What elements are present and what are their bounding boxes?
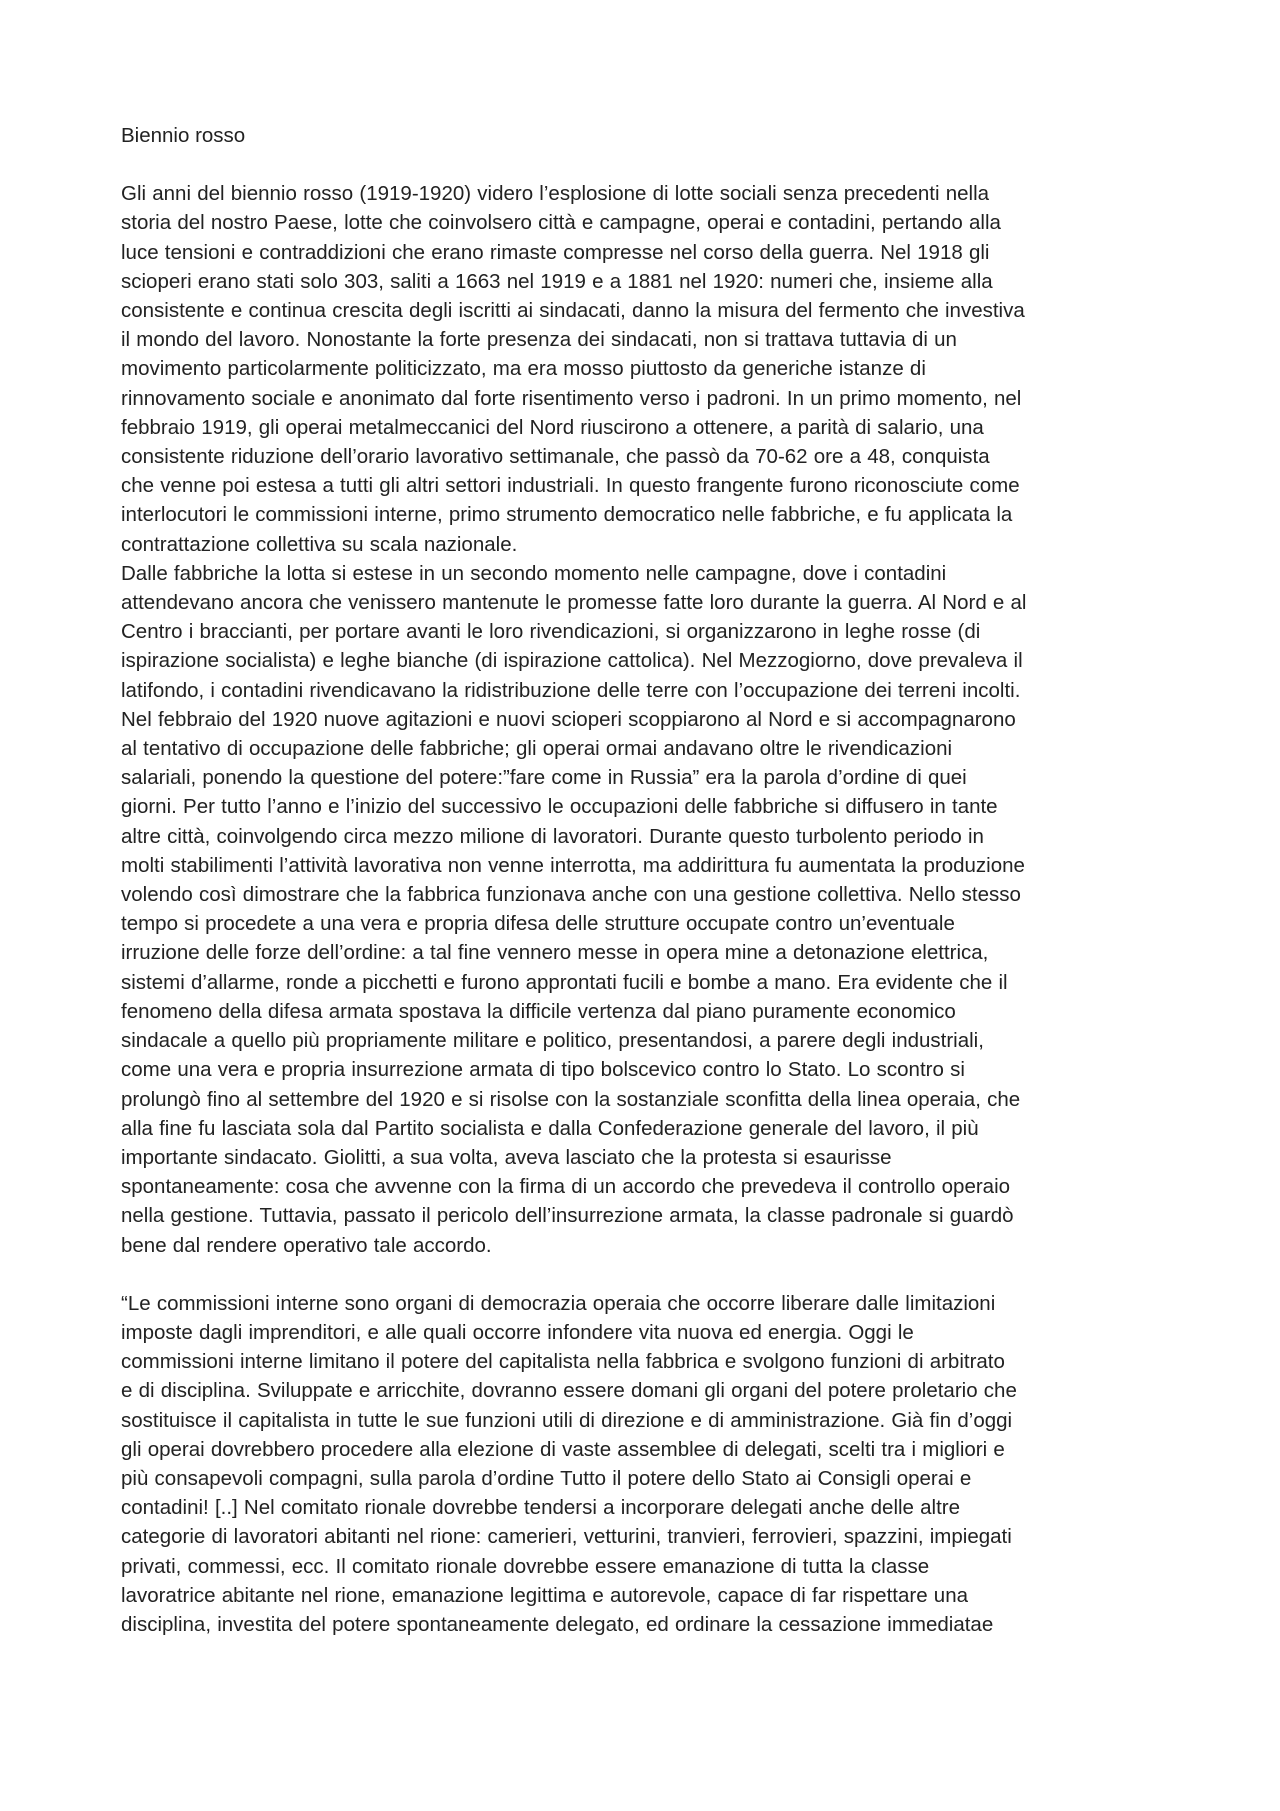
paragraph-quote: “Le commissioni interne sono organi di democrazia operaia che occorre liberare dalle limitazioni imposte dagli imprenditori, e alle quali occorre infondere vita nuova ed energia. Oggi le commissioni interne limitano il potere del capitalista nella fabbrica e svolgono funzioni di arbitrato e di disciplina. Sviluppate e arricchite, dovranno essere domani gli organi del potere proletario che sostituisce il capitalista in tutte le sue funzioni utili di direzione e di amministrazione. Già fin d’oggi gli operai dovrebbero procedere alla elezione di vaste assemblee di delegati, scelti tra i migliori e più consapevoli compagni, sulla parola d’ordine Tutto il potere dello Stato ai Consigli operai e contadini! [..] Nel comitato rionale dovrebbe tendersi a incorporare delegati anche delle altre categorie di lavoratori abitanti nel rione: camerieri, vetturini, tranvieri, ferrovieri, spazzini, impiegati privati, commessi, ecc. Il comitato rionale dovrebbe essere emanazione di tutta la classe lavoratrice abitante nel rione, emanazione legittima e autorevole, capace di far rispettare una disciplina, investita del potere spontaneamente delegato, ed ordinare la cessazione immediatae	[121, 1291, 1017, 1636]
paragraph-campaigns: Dalle fabbriche la lotta si estese in un secondo momento nelle campagne, dove i contadini attendevano ancora che venissero mantenute le promesse fatte loro durante la guerra. Al Nord e al Centro i braccianti, per portare avanti le loro rivendicazioni, si organizzarono in leghe rosse (di ispirazione socialista) e leghe bianche (di ispirazione cattolica). Nel Mezzogiorno, dove prevaleva il latifondo, i contadini rivendicavano la ridistribuzione delle terre con l’occupazione dei terreni incolti. Nel febbraio del 1920 nuove agitazioni e nuovi scioperi scoppiarono al Nord e si accompagnarono al tentativo di occupazione delle fabbriche; gli operai ormai andavano oltre le rivendicazioni salariali, ponendo la questione del potere:”fare come in Russia” era la parola d’ordine di quei giorni. Per tutto l’anno e l’inizio del successivo le occupazioni delle fabbriche si diffusero in tante altre città, coinvolgendo circa mezzo milione di lavoratori. Durante questo turbolento periodo in molti stabilimenti l’attività lavorativa non venne interrotta, ma addirittura fu aumentata la produzione volendo così dimostrare che la fabbrica funzionava anche con una gestione collettiva. Nello stesso tempo si procedete a una vera e propria difesa delle strutture occupate contro un’eventuale irruzione delle forze dell’ordine: a tal fine vennero messe in opera mine a detonazione elettrica, sistemi d’allarme, ronde a picchetti e furono approntati fucili e bombe a mano. Era evidente che il fenomeno della difesa armata spostava la difficile vertenza dal piano puramente economico sindacale a quello più propriamente militare e politico, presentandosi, a parere degli industriali, come una vera e propria insurrezione armata di tipo bolscevico contro lo Stato. Lo scontro si prolungò fino al settembre del 1920 e si risolse con la sostanziale sconfitta della linea operaia, che alla fine fu lasciata sola dal Partito socialista e dalla Confederazione generale del lavoro, il più importante sindacato. Giolitti, a sua volta, aveva lasciato che la protesta si esaurisse spontaneamente: cosa che avvenne con la firma di un accordo che prevedeva il controllo operaio nella gestione. Tuttavia, passato il pericolo dell’insurrezione armata, la classe padronale si guardò bene dal rendere operativo tale accordo.	[121, 561, 1027, 1257]
document-title: Biennio rosso	[121, 124, 246, 147]
document-body	[121, 121, 1166, 1639]
paragraph-intro: Gli anni del biennio rosso (1919-1920) videro l’esplosione di lotte sociali senza precedenti nella storia del nostro Paese, lotte che coinvolsero città e campagne, operai e contadini, pertando alla luce tensioni e contraddizioni che erano rimaste compresse nel corso della guerra. Nel 1918 gli scioperi erano stati solo 303, saliti a 1663 nel 1919 e a 1881 nel 1920: numeri che, insieme alla consistente e continua crescita degli iscritti ai sindacati, danno la misura del fermento che investiva il mondo del lavoro. Nonostante la forte presenza dei sindacati, non si trattava tuttavia di un movimento particolarmente politicizzato, ma era mosso piuttosto da generiche istanze di rinnovamento sociale e anonimato dal forte risentimento verso i padroni. In un primo momento, nel febbraio 1919, gli operai metalmeccanici del Nord riuscirono a ottenere, a parità di salario, una consistente riduzione dell’orario lavorativo settimanale, che passò da 70-62 ore a 48, conquista che venne poi estesa a tutti gli altri settori industriali. In questo frangente furono riconosciute come interlocutori le commissioni interne, primo strumento democratico nelle fabbriche, e fu applicata la contrattazione collettiva su scala nazionale.	[121, 182, 1025, 556]
